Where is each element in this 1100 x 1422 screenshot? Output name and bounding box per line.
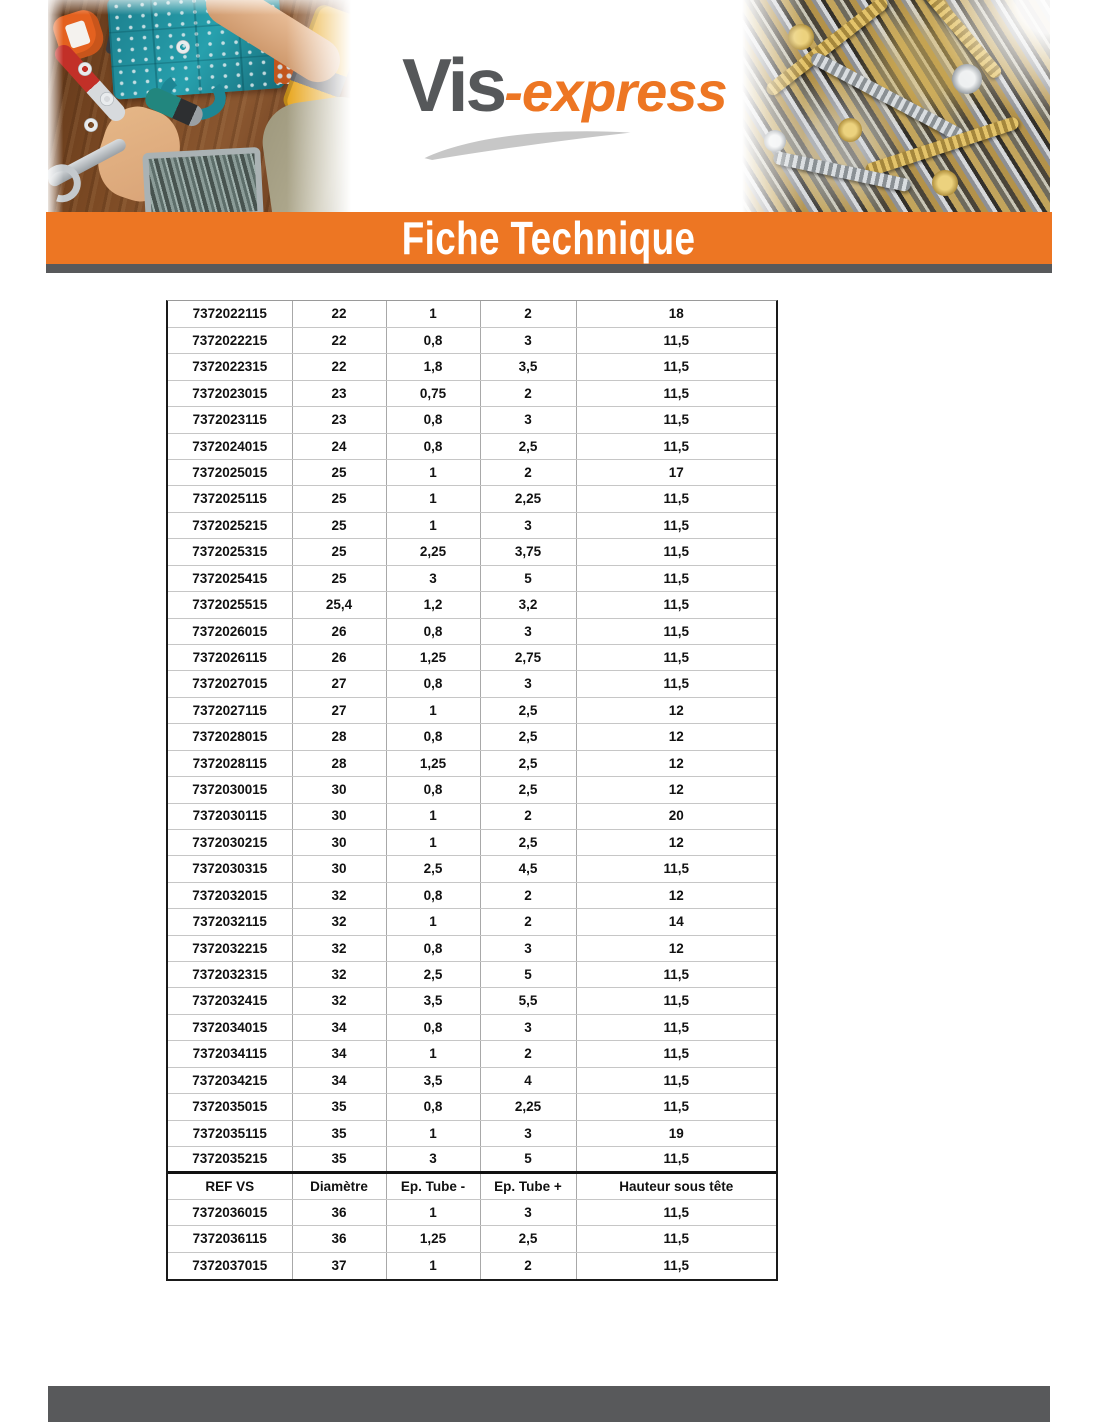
table-cell: 36 <box>292 1226 386 1252</box>
table-row <box>168 539 776 565</box>
sleeve-decor <box>257 93 354 212</box>
table-cell: 11,5 <box>576 988 776 1014</box>
table-cell: 12 <box>576 724 776 750</box>
table-cell: 22 <box>292 354 386 380</box>
table-cell: 23 <box>292 407 386 433</box>
table-cell: 11,5 <box>576 512 776 538</box>
table-cell: 11,5 <box>576 1041 776 1067</box>
table-row <box>168 697 776 723</box>
table-row <box>168 962 776 988</box>
table-row <box>168 433 776 459</box>
table-cell: 1 <box>386 1199 480 1225</box>
table-cell: 1 <box>386 803 480 829</box>
arm-decor <box>198 0 349 90</box>
mini-screw-box-decor <box>274 52 308 84</box>
table-cell: 26 <box>292 618 386 644</box>
table-cell: 1 <box>386 1041 480 1067</box>
pegboard-decor <box>105 0 237 77</box>
table-cell: 12 <box>576 750 776 776</box>
table-cell: 32 <box>292 988 386 1014</box>
table-cell: 1 <box>386 697 480 723</box>
table-cell: 25 <box>292 512 386 538</box>
table-cell: 7372022115 <box>168 301 292 327</box>
table-cell: 3 <box>480 407 576 433</box>
table-cell: 3,75 <box>480 539 576 565</box>
table-cell: 11,5 <box>576 1147 776 1173</box>
table-cell: 0,8 <box>386 1014 480 1040</box>
footer-bar <box>48 1386 1050 1422</box>
spec-table-container <box>166 300 778 1281</box>
logo-express-text: -express <box>504 60 727 123</box>
table-cell: 7372022315 <box>168 354 292 380</box>
table-row <box>168 1199 776 1225</box>
table-cell: 5 <box>480 565 576 591</box>
table-cell: 30 <box>292 856 386 882</box>
table-row <box>168 486 776 512</box>
table-cell: 32 <box>292 962 386 988</box>
table-cell: 3,5 <box>386 988 480 1014</box>
table-cell: 2,5 <box>480 777 576 803</box>
table-cell: 2,25 <box>480 1094 576 1120</box>
table-cell: 3 <box>480 618 576 644</box>
table-cell: 0,8 <box>386 671 480 697</box>
table-row <box>168 512 776 538</box>
table-cell: 12 <box>576 697 776 723</box>
table-row <box>168 1120 776 1146</box>
table-cell: 5,5 <box>480 988 576 1014</box>
table-cell: 2 <box>480 460 576 486</box>
screw-head-decor <box>952 64 982 94</box>
table-cell: 0,8 <box>386 724 480 750</box>
table-cell: 0,8 <box>386 618 480 644</box>
table-cell: 2,5 <box>386 962 480 988</box>
table-row <box>168 803 776 829</box>
table-cell: 7372034115 <box>168 1041 292 1067</box>
page-title: Fiche Technique <box>402 212 696 264</box>
table-cell: 7372035115 <box>168 1120 292 1146</box>
table-cell: 11,5 <box>576 1067 776 1093</box>
table-cell: 26 <box>292 644 386 670</box>
table-cell: 7372025115 <box>168 486 292 512</box>
table-cell: 25 <box>292 486 386 512</box>
screw-decor <box>864 116 1020 178</box>
table-cell: 5 <box>480 962 576 988</box>
table-cell: 3,5 <box>386 1067 480 1093</box>
table-row <box>168 460 776 486</box>
repeated-header-row <box>168 1173 776 1199</box>
table-cell: 11,5 <box>576 1014 776 1040</box>
column-header: Diamètre <box>292 1173 386 1199</box>
title-banner <box>46 212 1052 264</box>
table-cell: 2 <box>480 882 576 908</box>
table-cell: 2,5 <box>480 1226 576 1252</box>
table-cell: 20 <box>576 803 776 829</box>
table-cell: 1,2 <box>386 592 480 618</box>
table-cell: 7372030215 <box>168 829 292 855</box>
table-cell: 7372036115 <box>168 1226 292 1252</box>
table-cell: 23 <box>292 380 386 406</box>
table-cell: 11,5 <box>576 565 776 591</box>
table-cell: 2,5 <box>386 856 480 882</box>
table-row <box>168 724 776 750</box>
table-cell: 7372030015 <box>168 777 292 803</box>
table-cell: 0,8 <box>386 327 480 353</box>
table-cell: 11,5 <box>576 1226 776 1252</box>
table-cell: 11,5 <box>576 327 776 353</box>
hand-decor <box>88 98 191 210</box>
organizer-handle-decor <box>157 68 229 125</box>
table-cell: 3 <box>480 935 576 961</box>
table-cell: 1 <box>386 1120 480 1146</box>
table-cell: 7372035015 <box>168 1094 292 1120</box>
table-cell: 34 <box>292 1041 386 1067</box>
table-row <box>168 1014 776 1040</box>
table-row <box>168 750 776 776</box>
screw-decor <box>764 0 890 98</box>
table-cell: 14 <box>576 909 776 935</box>
spec-table <box>168 301 776 1279</box>
table-cell: 7372032415 <box>168 988 292 1014</box>
table-cell: 11,5 <box>576 380 776 406</box>
table-cell: 3 <box>480 1199 576 1225</box>
table-cell: 25 <box>292 565 386 591</box>
table-row <box>168 829 776 855</box>
table-cell: 1 <box>386 829 480 855</box>
table-cell: 11,5 <box>663 1257 690 1273</box>
table-cell: 27 <box>292 697 386 723</box>
table-row <box>168 777 776 803</box>
washer-decor <box>84 118 98 132</box>
table-cell: 1 <box>386 1252 480 1278</box>
table-cell: 7372023015 <box>168 380 292 406</box>
table-cell: 3 <box>480 512 576 538</box>
table-row <box>168 644 776 670</box>
table-cell: 3 <box>480 1014 576 1040</box>
table-row <box>168 380 776 406</box>
table-row <box>168 671 776 697</box>
table-cell: 11,5 <box>576 1094 776 1120</box>
table-cell: 4 <box>480 1067 576 1093</box>
table-cell: 7372025215 <box>168 512 292 538</box>
table-cell: 12 <box>576 777 776 803</box>
table-cell: 2 <box>480 909 576 935</box>
table-cell: 35 <box>292 1120 386 1146</box>
table-cell: 30 <box>292 777 386 803</box>
table-cell: 7372034015 <box>168 1014 292 1040</box>
table-cell: 37 <box>292 1252 386 1278</box>
table-cell: 7372030315 <box>168 856 292 882</box>
table-cell: 7372023115 <box>168 407 292 433</box>
column-header: Ep. Tube + <box>480 1173 576 1199</box>
table-cell: 32 <box>292 909 386 935</box>
table-cell: 1,25 <box>386 1226 480 1252</box>
table-cell: 0,8 <box>386 777 480 803</box>
screw-tray-decor <box>142 147 264 212</box>
table-cell: 34 <box>292 1014 386 1040</box>
table-cell: 19 <box>576 1120 776 1146</box>
table-cell: 11,5 <box>576 618 776 644</box>
table-row <box>168 1147 776 1173</box>
screw-head-decor <box>788 24 814 50</box>
table-cell: 7372024015 <box>168 433 292 459</box>
table-row <box>168 856 776 882</box>
screw-head-decor <box>838 118 862 142</box>
table-cell: 7372037015 <box>168 1252 292 1278</box>
table-cell: 18 <box>576 301 776 327</box>
logo-swoosh-icon <box>416 126 638 160</box>
logo-vis-text: Vis <box>402 43 505 127</box>
table-cell: 7372025315 <box>168 539 292 565</box>
table-row <box>168 882 776 908</box>
table-cell: 28 <box>292 750 386 776</box>
table-cell: 36 <box>292 1199 386 1225</box>
table-cell: 2 <box>480 380 576 406</box>
table-row <box>168 1094 776 1120</box>
table-cell: 7372032115 <box>168 909 292 935</box>
column-header: Ep. Tube - <box>386 1173 480 1199</box>
table-cell: 24 <box>292 433 386 459</box>
table-cell: 12 <box>576 829 776 855</box>
screw-decor <box>772 151 912 193</box>
column-header: Hauteur sous tête <box>576 1173 776 1199</box>
table-cell: 7372030115 <box>168 803 292 829</box>
table-cell: 2 <box>480 1252 576 1278</box>
table-cell: 1 <box>386 301 480 327</box>
drill-decor <box>281 2 354 123</box>
table-cell: 1 <box>386 460 480 486</box>
table-cell: 0,8 <box>386 433 480 459</box>
spec-table-body <box>168 301 776 1279</box>
table-cell: 11,5 <box>576 1199 776 1225</box>
table-cell: 25 <box>292 539 386 565</box>
table-cell: 1,8 <box>386 354 480 380</box>
banner-shadow-bar <box>46 264 1052 273</box>
table-cell: 11,5 <box>576 592 776 618</box>
washer-decor <box>100 92 114 106</box>
table-cell: 2,25 <box>386 539 480 565</box>
table-cell: 30 <box>292 829 386 855</box>
table-row <box>168 1252 776 1278</box>
screw-head-decor <box>764 130 786 152</box>
table-row <box>168 1041 776 1067</box>
table-cell: 11,5 <box>576 354 776 380</box>
table-cell: 2 <box>480 1041 576 1067</box>
table-row <box>168 1226 776 1252</box>
table-cell: 17 <box>576 460 776 486</box>
table-cell: 7372035215 <box>168 1147 292 1173</box>
table-row <box>168 565 776 591</box>
table-cell: 28 <box>292 724 386 750</box>
table-cell: 12 <box>576 935 776 961</box>
table-cell: 0,8 <box>386 407 480 433</box>
table-cell: 3 <box>480 327 576 353</box>
table-cell: 4,5 <box>480 856 576 882</box>
wrench-decor <box>48 137 128 189</box>
table-cell: 1 <box>386 486 480 512</box>
table-cell: 25 <box>292 460 386 486</box>
table-row <box>168 1067 776 1093</box>
table-cell: 7372032015 <box>168 882 292 908</box>
table-cell: 11,5 <box>576 962 776 988</box>
table-cell: 3 <box>386 565 480 591</box>
table-cell: 25,4 <box>292 592 386 618</box>
table-row <box>168 592 776 618</box>
screw-head-decor <box>932 170 958 196</box>
table-cell: 0,8 <box>386 935 480 961</box>
column-header: REF VS <box>168 1173 292 1199</box>
table-cell: 1,25 <box>386 644 480 670</box>
table-cell: 11,5 <box>576 856 776 882</box>
table-cell: 3 <box>386 1147 480 1173</box>
table-cell: 7372036015 <box>168 1199 292 1225</box>
table-cell: 11,5 <box>576 433 776 459</box>
table-cell: 2,75 <box>480 644 576 670</box>
table-cell: 1 <box>386 512 480 538</box>
screw-decor <box>809 51 965 142</box>
table-cell: 2,5 <box>480 697 576 723</box>
table-cell: 7372025415 <box>168 565 292 591</box>
table-cell: 0,75 <box>386 380 480 406</box>
table-cell: 1,25 <box>386 750 480 776</box>
table-cell: 7372025015 <box>168 460 292 486</box>
table-cell: 3 <box>480 671 576 697</box>
table-cell: 7372025515 <box>168 592 292 618</box>
table-cell: 7372028115 <box>168 750 292 776</box>
table-row <box>168 327 776 353</box>
table-cell: 7372034215 <box>168 1067 292 1093</box>
table-cell: 11,5 <box>576 407 776 433</box>
table-cell: 7372028015 <box>168 724 292 750</box>
screws-pile-photo <box>742 0 1050 212</box>
table-row <box>168 909 776 935</box>
table-cell: 0,8 <box>386 1094 480 1120</box>
table-cell: 2,5 <box>480 829 576 855</box>
table-row <box>168 301 776 327</box>
table-cell: 35 <box>292 1094 386 1120</box>
table-cell: 11,5 <box>576 486 776 512</box>
table-cell: 7372026115 <box>168 644 292 670</box>
table-cell: 7372026015 <box>168 618 292 644</box>
screw-organizer-decor <box>107 0 286 100</box>
washer-decor <box>78 62 92 76</box>
table-cell: 1 <box>386 909 480 935</box>
washer-decor <box>176 40 190 54</box>
table-cell: 22 <box>292 327 386 353</box>
screw-decor <box>910 0 1004 80</box>
table-cell: 2,5 <box>480 750 576 776</box>
table-cell: 3,5 <box>480 354 576 380</box>
logo-wordmark <box>402 43 727 127</box>
logo <box>402 43 727 168</box>
table-cell: 7372027115 <box>168 697 292 723</box>
table-cell: 11,5 <box>576 671 776 697</box>
table-cell: 3,2 <box>480 592 576 618</box>
red-screwdriver-decor <box>51 41 129 124</box>
table-cell: 11,5 <box>576 644 776 670</box>
workbench-photo <box>48 0 354 212</box>
table-cell: 2,5 <box>480 433 576 459</box>
table-cell: 35 <box>292 1147 386 1173</box>
table-cell: 2 <box>480 301 576 327</box>
bit-driver-decor <box>142 85 206 130</box>
table-cell: 27 <box>292 671 386 697</box>
table-cell: 2,25 <box>480 486 576 512</box>
table-row <box>168 407 776 433</box>
table-row <box>168 354 776 380</box>
table-cell: 7372027015 <box>168 671 292 697</box>
table-cell: 7372022215 <box>168 327 292 353</box>
table-row <box>168 618 776 644</box>
table-cell: 2,5 <box>480 724 576 750</box>
table-cell: 32 <box>292 935 386 961</box>
table-row <box>168 935 776 961</box>
table-cell: 7372032215 <box>168 935 292 961</box>
table-cell: 3 <box>480 1120 576 1146</box>
table-cell: 5 <box>480 1147 576 1173</box>
table-cell: 30 <box>292 803 386 829</box>
table-cell: 32 <box>292 882 386 908</box>
table-cell: 0,8 <box>386 882 480 908</box>
table-cell: 7372032315 <box>168 962 292 988</box>
tape-measure-decor <box>50 6 108 64</box>
table-row <box>168 988 776 1014</box>
table-cell: 11,5 <box>576 539 776 565</box>
table-cell: 12 <box>576 882 776 908</box>
table-cell: 22 <box>292 301 386 327</box>
table-cell: 2 <box>480 803 576 829</box>
table-cell: 34 <box>292 1067 386 1093</box>
